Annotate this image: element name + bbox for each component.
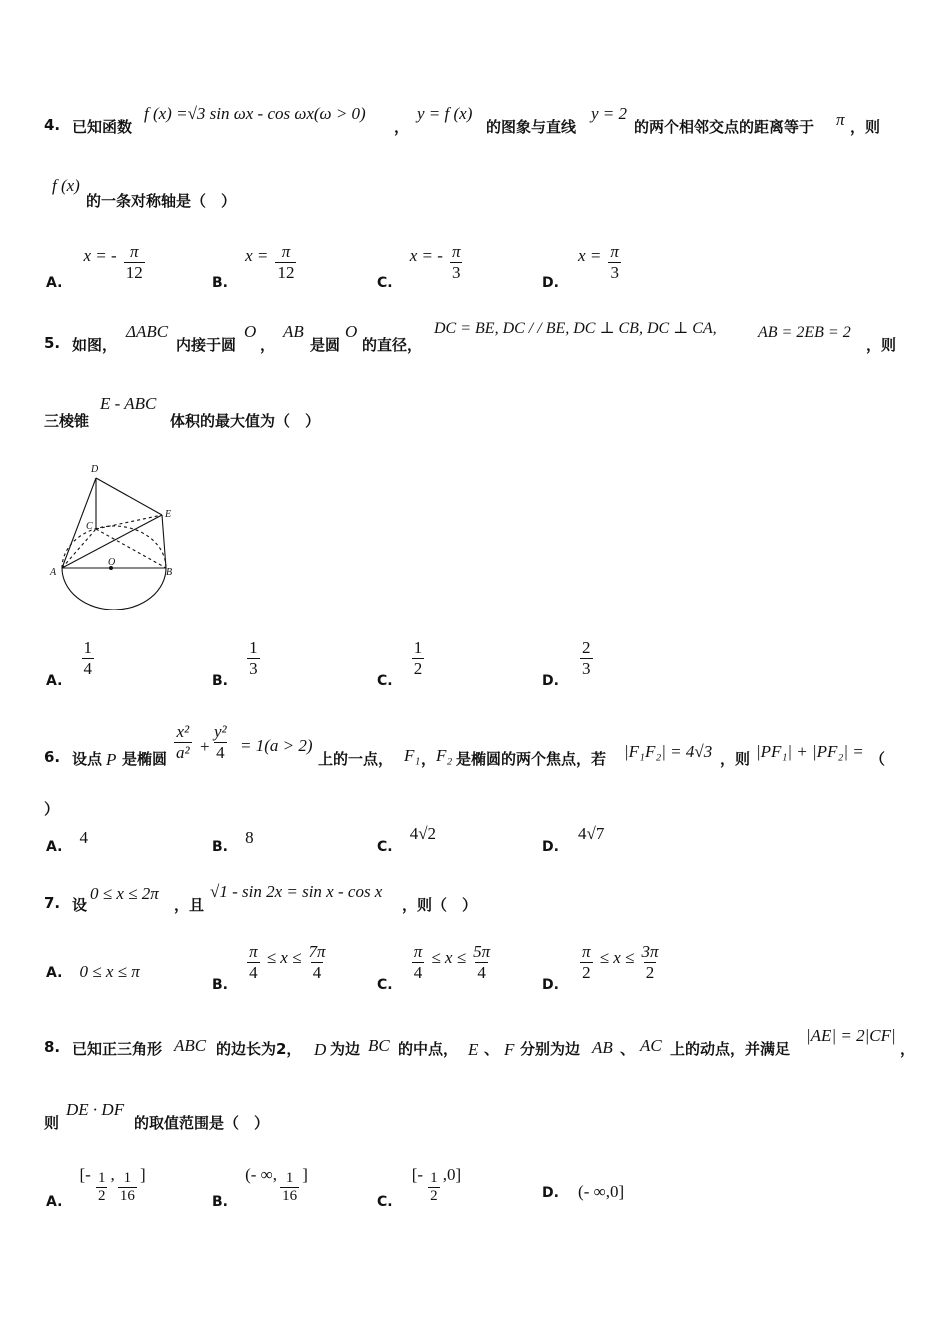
- q7-option-d[interactable]: D. $\frac{\pi}{2}$ ≤ x ≤ $\frac{3\pi}{2}$: [542, 942, 659, 993]
- label-d: D: [91, 464, 99, 475]
- label-a: A: [50, 567, 57, 578]
- q6-option-c[interactable]: C. 4√2: [377, 824, 437, 855]
- label-c: C: [86, 521, 93, 532]
- q5-conditions: DC = BE, DC / / BE, DC ⊥ CB, DC ⊥ CA,: [434, 320, 717, 337]
- q4-text: 已知函数: [72, 118, 133, 136]
- edge-de: [96, 478, 162, 515]
- q8-option-d[interactable]: D. (- ∞,0]: [542, 1182, 625, 1201]
- q4-line: y = 2: [591, 104, 628, 123]
- label-b: B: [166, 567, 173, 578]
- q7-option-b[interactable]: B. $\frac{\pi}{4}$ ≤ x ≤ $\frac{7\pi}{4}$: [212, 942, 326, 993]
- q4-number: 4.: [44, 116, 61, 134]
- q5-option-d[interactable]: D. $\frac{2}{3}$: [542, 638, 591, 689]
- label-e: E: [165, 509, 172, 520]
- q6-ellipse-x-term: $\frac{\text{x²}}{\text{a²}}$: [176, 722, 190, 762]
- q8-constraint: |AE| = 2|CF|: [806, 1026, 896, 1045]
- circle-lower-arc: [62, 568, 166, 610]
- q8-option-c[interactable]: C. [- $\frac{1}{2}$ ,0]: [377, 1165, 462, 1210]
- q4-option-d[interactable]: D. x = $\frac{\pi}{3}$: [542, 242, 619, 291]
- q7-option-a[interactable]: A. 0 ≤ x ≤ π: [46, 962, 140, 981]
- q4-option-a[interactable]: A. x = - $\frac{\pi}{12}$: [46, 242, 143, 291]
- edge-eb: [162, 515, 166, 568]
- q8-dot-product: DE · DF: [66, 1100, 125, 1119]
- q8-number: 8.: [44, 1038, 61, 1056]
- q5-number: 5.: [44, 334, 61, 352]
- q7-option-c[interactable]: C. $\frac{\pi}{4}$ ≤ x ≤ $\frac{5\pi}{4}$: [377, 942, 491, 993]
- edge-ce: [96, 515, 162, 529]
- q4-option-b[interactable]: B. x = $\frac{\pi}{12}$: [212, 242, 295, 291]
- edge-ac: [62, 529, 96, 568]
- q6-focal-distance: |F₁F₂| = 4√3: [624, 742, 713, 761]
- q4-option-c[interactable]: C. x = - $\frac{\pi}{3}$: [377, 242, 461, 291]
- q6-option-a[interactable]: A. 4: [46, 828, 89, 855]
- q5-option-b[interactable]: B. $\frac{1}{3}$: [212, 638, 258, 689]
- q6-option-b[interactable]: B. 8: [212, 828, 254, 855]
- q4-function: f (x) =√3 sin ωx - cos ωx(ω > 0): [144, 104, 366, 123]
- q6-number: 6.: [44, 748, 61, 766]
- edge-cb: [96, 529, 166, 568]
- q5-figure: [40, 458, 190, 610]
- q8-option-b[interactable]: B. (- ∞, $\frac{1}{16}$ ]: [212, 1165, 308, 1210]
- q5-option-a[interactable]: A. $\frac{1}{4}$: [46, 638, 93, 689]
- q8-option-a[interactable]: A. [- $\frac{1}{2}$ , $\frac{1}{16}$ ]: [46, 1165, 146, 1210]
- q6-option-d[interactable]: D. 4√7: [542, 824, 605, 855]
- q7-equation: √1 - sin 2x = sin x - cos x: [210, 882, 383, 901]
- q4-graph: y = f (x): [417, 104, 473, 123]
- q7-number: 7.: [44, 894, 61, 912]
- q5-option-c[interactable]: C. $\frac{1}{2}$: [377, 638, 423, 689]
- q6-ellipse-y-term: $\frac{\text{y²}}{4}$: [214, 722, 227, 762]
- label-o: O: [108, 557, 116, 568]
